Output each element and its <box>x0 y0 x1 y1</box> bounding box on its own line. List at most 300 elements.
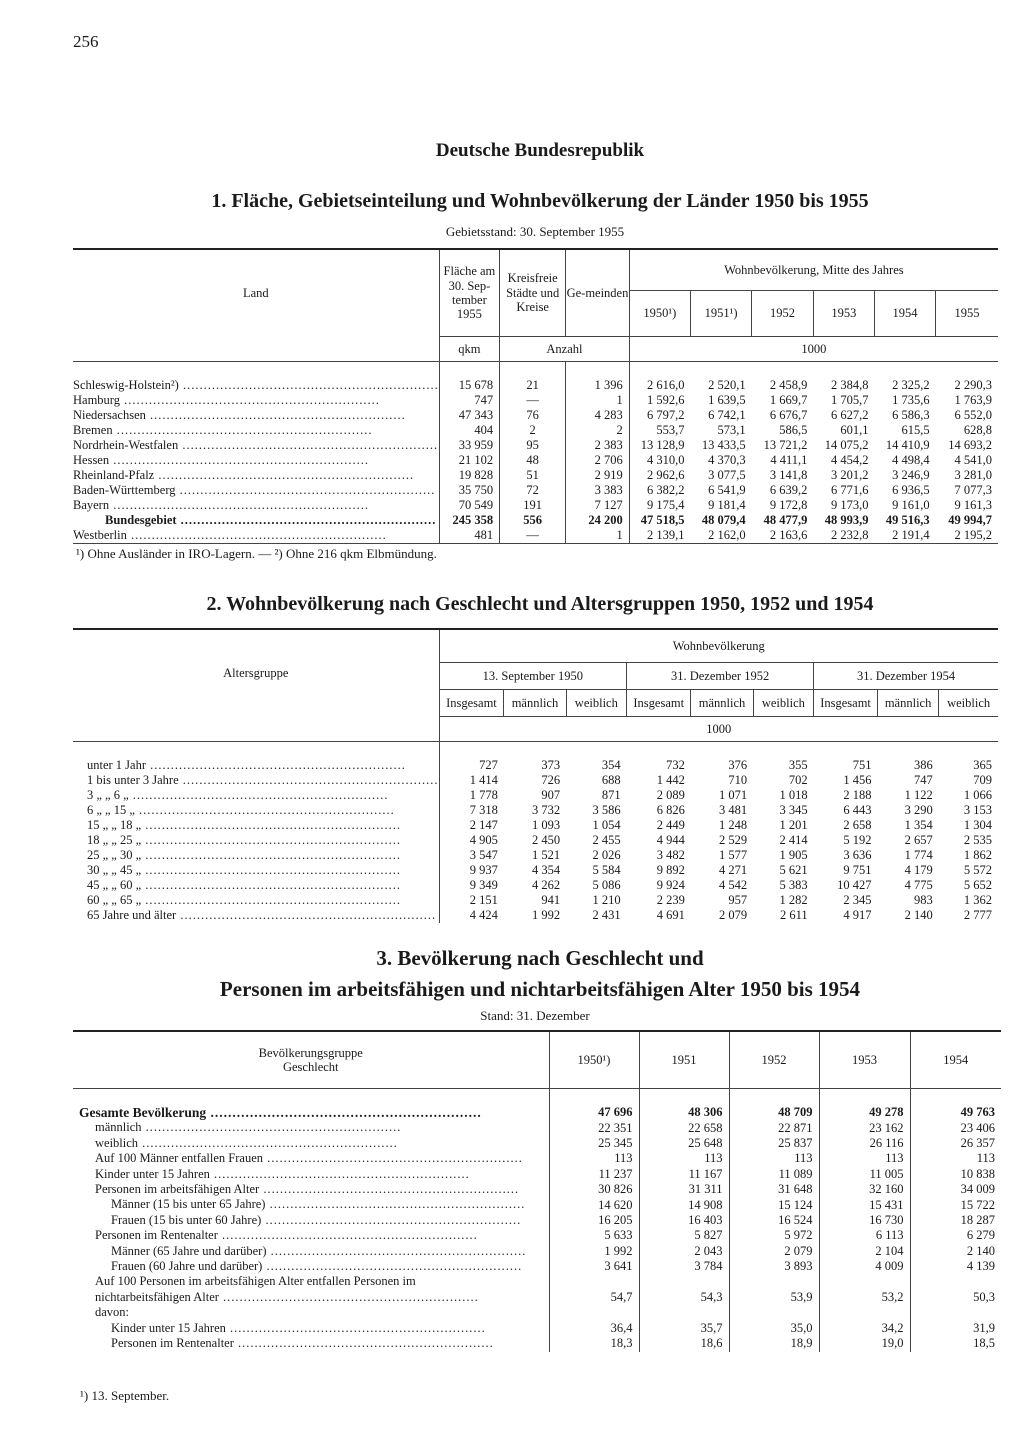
population-value: 7 077,3 <box>954 483 992 497</box>
population-value: 49 994,7 <box>948 513 992 527</box>
group-label <box>73 1244 549 1259</box>
group-label <box>73 1321 549 1336</box>
population-value: 9 349 <box>439 878 504 893</box>
population-value: 19,0 <box>819 1336 910 1351</box>
population-value: 36,4 <box>549 1321 639 1336</box>
land-label <box>73 483 439 498</box>
header-land: Land <box>243 286 269 301</box>
group-name: Gesamte Bevölkerung <box>79 1105 207 1120</box>
age-group-label <box>73 803 439 818</box>
qkm-value: 21 102 <box>439 453 499 468</box>
population-value: 2 089 <box>656 788 685 802</box>
population-value: 1 521 <box>531 848 561 862</box>
header-altersgruppe: Altersgruppe <box>223 666 289 681</box>
age-group-label <box>73 863 439 878</box>
population-value: 871 <box>601 788 621 802</box>
population-value: 2 431 <box>592 908 621 922</box>
population-value: 9 181,4 <box>708 498 746 512</box>
age-group-name: 25 „ „ 30 „ <box>87 848 142 863</box>
population-value: 18,9 <box>729 1336 819 1351</box>
population-value: 5 972 <box>729 1228 819 1243</box>
population-value: 3 893 <box>729 1259 819 1274</box>
table-row <box>73 1321 1001 1336</box>
header-date: 31. Dezember 1954 <box>814 663 998 690</box>
population-value: 48 306 <box>639 1105 729 1120</box>
population-value: 6 797,2 <box>629 408 690 423</box>
population-value: 376 <box>728 758 748 772</box>
age-group-label <box>73 773 439 788</box>
table-row <box>73 878 998 893</box>
population-value <box>910 1305 1001 1320</box>
table-row <box>73 1182 1001 1197</box>
subheader-maennlich: männlich <box>691 690 753 717</box>
population-value: 4 354 <box>531 863 561 877</box>
population-value: 747 <box>913 773 933 787</box>
population-value: 1 862 <box>963 848 992 862</box>
gemeinden-value: 1 396 <box>566 378 630 393</box>
population-value: 30 826 <box>549 1182 639 1197</box>
group-name: Personen im Rentenalter <box>111 1336 234 1351</box>
population-value: 1 354 <box>904 818 933 832</box>
population-value: 386 <box>913 758 933 772</box>
population-value: 1 763,9 <box>954 393 992 407</box>
kreise-value: 2 <box>500 423 566 438</box>
population-value: 3 201,2 <box>830 468 869 482</box>
group-label <box>73 1259 549 1274</box>
population-value: 4 370,3 <box>708 453 746 467</box>
age-group-label <box>73 818 439 833</box>
land-label <box>73 498 439 513</box>
age-group-name: 65 Jahre und älter <box>87 908 177 923</box>
population-value: 3 153 <box>963 803 992 817</box>
population-value <box>819 1305 910 1320</box>
population-value: 2 325,2 <box>892 378 930 392</box>
header-date: 13. September 1950 <box>439 663 627 690</box>
population-value: 5 621 <box>779 863 808 877</box>
population-value: 2 535 <box>963 833 992 847</box>
population-value: 9 892 <box>656 863 685 877</box>
population-value: 6 279 <box>910 1228 1001 1243</box>
population-value: 2 079 <box>719 908 748 922</box>
population-value: 48 993,9 <box>824 513 869 527</box>
table-row <box>73 1228 1001 1243</box>
unit-1000: 1000 <box>439 717 998 742</box>
population-value: 553,7 <box>629 423 690 438</box>
population-value: 1 066 <box>963 788 992 802</box>
population-value: 5 633 <box>549 1228 639 1243</box>
table2-title: 2. Wohnbevölkerung nach Geschlecht und Altersgruppen 1950, 1952 und 1954 <box>206 593 874 615</box>
population-value: 1 905 <box>779 848 808 862</box>
population-value: 3 586 <box>592 803 621 817</box>
table-row <box>73 1305 1001 1320</box>
population-value: 2 104 <box>819 1244 910 1259</box>
country-title: Deutsche Bundesrepublik <box>435 140 645 161</box>
land-label <box>73 423 439 438</box>
age-group-label <box>73 758 439 773</box>
population-value: 4 541,0 <box>954 453 992 467</box>
population-value: 2 043 <box>639 1244 729 1259</box>
land-name: Bundesgebiet <box>105 513 177 528</box>
table1-subtitle: Gebietsstand: 30. September 1955 <box>445 224 625 239</box>
population-value: 941 <box>541 893 561 907</box>
population-value: 3 482 <box>656 848 685 862</box>
group-label <box>73 1105 549 1120</box>
population-value: 18,5 <box>910 1336 1001 1351</box>
population-value: 702 <box>788 773 808 787</box>
group-name: Personen im Rentenalter <box>95 1228 218 1243</box>
population-value: 6 627,2 <box>830 408 869 422</box>
population-value: 709 <box>973 773 992 787</box>
population-value: 2 232,8 <box>830 528 869 542</box>
population-value: 354 <box>601 758 621 772</box>
population-value: 13 433,5 <box>701 438 746 452</box>
population-value: 9 161,0 <box>892 498 930 512</box>
table-row <box>73 773 998 788</box>
population-value: 34 009 <box>910 1182 1001 1197</box>
land-name: Bremen <box>73 423 113 438</box>
population-value: 9 173,0 <box>830 498 869 512</box>
table3 <box>73 1030 1001 1352</box>
group-name: Männer (65 Jahre und darüber) <box>111 1243 267 1258</box>
population-value: 14 410,9 <box>885 438 930 452</box>
population-value: 23 162 <box>819 1120 910 1135</box>
table-row <box>73 1274 1001 1289</box>
population-value: 4 009 <box>819 1259 910 1274</box>
table-row <box>73 908 998 923</box>
header-year: 1950¹) <box>629 291 690 337</box>
group-label <box>73 1136 549 1151</box>
table3-subtitle: Stand: 31. Dezember <box>480 1008 590 1023</box>
population-value: 4 775 <box>904 878 933 892</box>
table2 <box>73 628 998 923</box>
population-value: 11 237 <box>549 1167 639 1182</box>
header-year: 1951 <box>639 1031 729 1089</box>
age-group-label <box>73 893 439 908</box>
table-row <box>73 1105 1001 1120</box>
header-year: 1951¹) <box>691 291 752 337</box>
population-value: 6 552,0 <box>954 408 992 422</box>
gemeinden-value: 2 383 <box>566 438 630 453</box>
population-value: 907 <box>541 788 561 802</box>
population-value: 4 905 <box>439 833 504 848</box>
population-value: 1 669,7 <box>769 393 808 407</box>
population-value: 6 639,2 <box>769 483 808 497</box>
population-value: 15 722 <box>910 1197 1001 1212</box>
population-value: 2 458,9 <box>769 378 808 392</box>
population-value: 10 838 <box>910 1167 1001 1182</box>
population-value: 9 937 <box>439 863 504 878</box>
population-value: 2 658 <box>843 818 872 832</box>
population-value: 113 <box>819 1151 910 1166</box>
population-value: 4 542 <box>719 878 748 892</box>
age-group-name: 18 „ „ 25 „ <box>87 833 142 848</box>
table-row <box>73 1120 1001 1135</box>
population-value: 2 140 <box>910 1244 1001 1259</box>
population-value: 4 262 <box>531 878 561 892</box>
population-value: 4 917 <box>843 908 872 922</box>
population-value: 3 547 <box>439 848 504 863</box>
table-row <box>73 483 998 498</box>
group-label <box>73 1305 549 1320</box>
subheader-insgesamt: Insgesamt <box>814 690 878 717</box>
population-value: 4 411,1 <box>770 453 808 467</box>
table-row <box>73 1136 1001 1151</box>
population-value: 2 962,6 <box>629 468 690 483</box>
population-value: 1 054 <box>592 818 621 832</box>
group-name: Frauen (15 bis unter 60 Jahre) <box>111 1212 262 1227</box>
population-value: 49 516,3 <box>885 513 930 527</box>
subheader-weiblich: weiblich <box>939 690 998 717</box>
population-value: 3 636 <box>843 848 872 862</box>
gemeinden-value: 4 283 <box>566 408 630 423</box>
population-value: 1 122 <box>904 788 933 802</box>
population-value: 2 414 <box>779 833 808 847</box>
population-value <box>549 1274 639 1289</box>
group-name: Kinder unter 15 Jahren <box>95 1166 210 1181</box>
table-row <box>73 1259 1001 1274</box>
population-value: 14 075,2 <box>824 438 869 452</box>
group-label <box>73 1182 549 1197</box>
land-name: Schleswig-Holstein²) <box>73 378 179 393</box>
population-value: 2 026 <box>592 848 621 862</box>
age-group-name: 30 „ „ 45 „ <box>87 863 142 878</box>
population-value: 2 191,4 <box>892 528 930 542</box>
header-kreise: Kreisfreie Städte und Kreise <box>500 249 566 337</box>
table1-footnote: ¹) Ohne Ausländer in IRO-Lagern. — ²) Ohne 216 qkm Elbmündung. <box>76 546 437 561</box>
kreise-value: — <box>500 393 566 408</box>
population-value: 957 <box>728 893 748 907</box>
population-value: 47 518,5 <box>629 513 690 528</box>
group-label <box>73 1167 549 1182</box>
land-label <box>73 453 439 468</box>
population-value: 2 151 <box>439 893 504 908</box>
qkm-value: 70 549 <box>439 498 499 513</box>
population-value: 1 992 <box>549 1244 639 1259</box>
table-row <box>73 1244 1001 1259</box>
header-wohnbevoelkerung: Wohnbevölkerung <box>439 629 998 663</box>
population-value: 113 <box>910 1151 1001 1166</box>
header-year: 1955 <box>936 291 998 337</box>
gemeinden-value: 24 200 <box>566 513 630 528</box>
population-value: 3 732 <box>531 803 561 817</box>
land-name: Baden-Württemberg <box>73 483 176 498</box>
land-label <box>73 528 439 544</box>
population-value: 14 908 <box>639 1197 729 1212</box>
population-value: 3 246,9 <box>892 468 930 482</box>
population-value: 2 163,6 <box>769 528 808 542</box>
population-value: 2 657 <box>904 833 933 847</box>
group-name: Auf 100 Personen im arbeitsfähigen Alter entfallen Personen im <box>95 1274 416 1289</box>
group-name: Männer (15 bis unter 65 Jahre) <box>111 1197 266 1212</box>
header-bevoelkerungsgruppe <box>73 1031 549 1089</box>
population-value: 6 742,1 <box>708 408 746 422</box>
kreise-value: 191 <box>500 498 566 513</box>
qkm-value: 404 <box>439 423 499 438</box>
land-name: Westberlin <box>73 528 127 543</box>
population-value: 4 424 <box>439 908 504 923</box>
land-name: Niedersachsen <box>73 408 146 423</box>
table3-title-line2: Personen im arbeitsfähigen und nichtarbeitsfähigen Alter 1950 bis 1954 <box>219 977 861 1001</box>
header-year: 1953 <box>813 291 874 337</box>
population-value: 1 201 <box>779 818 808 832</box>
population-value: 573,1 <box>717 423 746 437</box>
header-year: 1953 <box>819 1031 910 1089</box>
kreise-value: — <box>500 528 566 544</box>
table3-title-line1: 3. Bevölkerung nach Geschlecht und <box>376 946 704 970</box>
qkm-value: 33 959 <box>439 438 499 453</box>
population-value: 35,7 <box>639 1321 729 1336</box>
population-value: 1 282 <box>779 893 808 907</box>
subheader-maennlich: männlich <box>877 690 938 717</box>
population-value: 113 <box>639 1151 729 1166</box>
header-year: 1954 <box>910 1031 1001 1089</box>
land-label <box>73 468 439 483</box>
population-value: 113 <box>549 1151 639 1166</box>
unit-1000: 1000 <box>629 337 998 362</box>
age-group-name: 3 „ „ 6 „ <box>87 788 129 803</box>
population-value: 32 160 <box>819 1182 910 1197</box>
table-row <box>73 758 998 773</box>
population-value: 10 427 <box>837 878 872 892</box>
population-value <box>910 1274 1001 1289</box>
population-value: 31 311 <box>639 1182 729 1197</box>
subheader-weiblich: weiblich <box>753 690 814 717</box>
population-value: 4 944 <box>656 833 685 847</box>
group-label <box>73 1336 549 1351</box>
population-value: 2 384,8 <box>830 378 869 392</box>
header-gemeinden: Ge-meinden <box>566 249 630 337</box>
population-value: 2 239 <box>656 893 685 907</box>
table-row <box>73 1167 1001 1182</box>
population-value: 13 128,9 <box>629 438 690 453</box>
age-group-label <box>73 848 439 863</box>
population-value: 54,7 <box>549 1290 639 1305</box>
population-value: 1 774 <box>904 848 933 862</box>
population-value: 3 345 <box>779 803 808 817</box>
age-group-label <box>73 908 439 923</box>
population-value <box>729 1305 819 1320</box>
group-name: männlich <box>95 1120 142 1135</box>
header-flaeche: Fläche am 30. Sep-tember 1955 <box>439 249 499 337</box>
population-value: 2 455 <box>592 833 621 847</box>
kreise-value: 556 <box>500 513 566 528</box>
table-row <box>73 528 998 544</box>
gemeinden-value: 7 127 <box>566 498 630 513</box>
population-value: 31 648 <box>729 1182 819 1197</box>
population-value: 1 442 <box>656 773 685 787</box>
population-value: 2 079 <box>729 1244 819 1259</box>
population-value: 2 616,0 <box>629 378 690 393</box>
table-row <box>73 833 998 848</box>
kreise-value: 21 <box>500 378 566 393</box>
population-value: 710 <box>728 773 748 787</box>
header-group-line2: Geschlecht <box>282 1060 339 1074</box>
population-value: 615,5 <box>901 423 930 437</box>
qkm-value: 19 828 <box>439 468 499 483</box>
population-value: 14 693,2 <box>948 438 992 452</box>
age-group-name: 60 „ „ 65 „ <box>87 893 142 908</box>
land-name: Rheinland-Pfalz <box>73 468 155 483</box>
table3-footnote: ¹) 13. September. <box>80 1388 170 1403</box>
table-row <box>73 1213 1001 1228</box>
population-value: 16 524 <box>729 1213 819 1228</box>
qkm-value: 245 358 <box>439 513 499 528</box>
header-year: 1952 <box>729 1031 819 1089</box>
population-value: 48 079,4 <box>701 513 746 527</box>
population-value: 5 827 <box>639 1228 729 1243</box>
header-wohnbevoelkerung: Wohnbevölkerung, Mitte des Jahres <box>629 249 998 291</box>
population-value: 1 456 <box>843 773 872 787</box>
population-value: 13 721,2 <box>763 438 808 452</box>
population-value: 15 124 <box>729 1197 819 1212</box>
group-name: Frauen (60 Jahre und darüber) <box>111 1259 263 1274</box>
population-value: 2 147 <box>439 818 504 833</box>
group-name: Kinder unter 15 Jahren <box>111 1320 226 1335</box>
population-value <box>549 1305 639 1320</box>
qkm-value: 47 343 <box>439 408 499 423</box>
table-row <box>73 513 998 528</box>
population-value: 53,2 <box>819 1290 910 1305</box>
population-value: 49 278 <box>819 1105 910 1120</box>
population-value: 726 <box>541 773 561 787</box>
population-value: 732 <box>666 758 685 772</box>
land-name: Nordrhein-Westfalen <box>73 438 179 453</box>
table-row <box>73 863 998 878</box>
land-name: Hessen <box>73 453 110 468</box>
population-value: 1 304 <box>963 818 992 832</box>
population-value: 2 345 <box>843 893 872 907</box>
population-value: 6 382,2 <box>629 483 690 498</box>
group-label <box>73 1274 549 1289</box>
population-value: 3 077,5 <box>708 468 746 482</box>
population-value: 9 924 <box>656 878 685 892</box>
population-value: 1 735,6 <box>892 393 930 407</box>
population-value: 18,3 <box>549 1336 639 1351</box>
group-name: Auf 100 Männer entfallen Frauen <box>95 1151 263 1166</box>
population-value: 15 431 <box>819 1197 910 1212</box>
age-group-name: 1 bis unter 3 Jahre <box>87 773 179 788</box>
population-value: 23 406 <box>910 1120 1001 1135</box>
population-value: 3 290 <box>904 803 933 817</box>
population-value: 18 287 <box>910 1213 1001 1228</box>
population-value: 3 784 <box>639 1259 729 1274</box>
unit-anzahl: Anzahl <box>500 337 630 362</box>
population-value: 1 778 <box>439 788 504 803</box>
unit-qkm: qkm <box>439 337 499 362</box>
population-value: 365 <box>973 758 992 772</box>
population-value: 1 210 <box>592 893 621 907</box>
population-value: 48 709 <box>729 1105 819 1120</box>
population-value: 6 771,6 <box>830 483 869 497</box>
population-value: 1 592,6 <box>629 393 690 408</box>
header-year: 1952 <box>752 291 814 337</box>
population-value: 22 871 <box>729 1120 819 1135</box>
population-value: 26 357 <box>910 1136 1001 1151</box>
population-value: 113 <box>729 1151 819 1166</box>
qkm-value: 35 750 <box>439 483 499 498</box>
population-value: 1 071 <box>719 788 748 802</box>
population-value: 5 584 <box>592 863 621 877</box>
kreise-value: 76 <box>500 408 566 423</box>
group-name: nichtarbeitsfähigen Alter <box>95 1289 219 1304</box>
population-value: 6 443 <box>843 803 872 817</box>
population-value <box>639 1305 729 1320</box>
population-value: 6 541,9 <box>708 483 746 497</box>
page-number: 256 <box>73 32 99 51</box>
population-value <box>639 1274 729 1289</box>
population-value: 1 093 <box>531 818 561 832</box>
population-value: 11 005 <box>819 1167 910 1182</box>
